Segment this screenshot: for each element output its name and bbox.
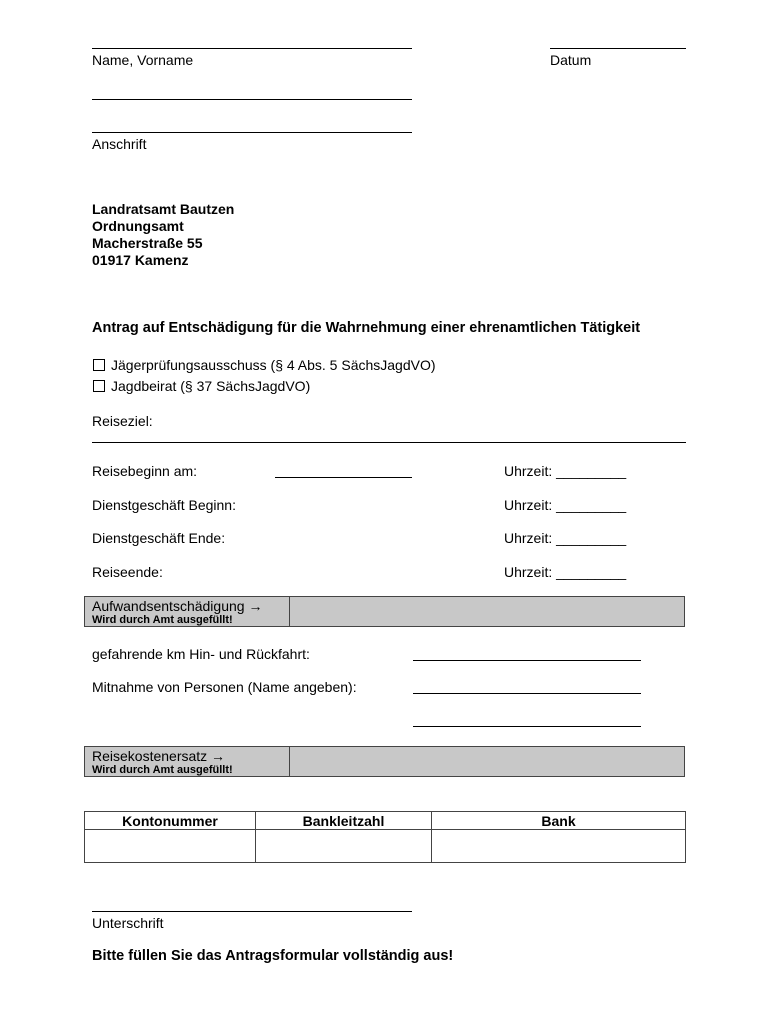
dienstgeschaeft-ende-time[interactable]: Uhrzeit: _________ [504, 530, 627, 546]
address-label: Anschrift [92, 136, 147, 152]
form-title: Antrag auf Entschädigung für die Wahrnehmung einer ehrenamtlichen Tätigkeit [92, 320, 641, 336]
recipient-line: Ordnungsamt [92, 218, 184, 234]
checkbox-icon[interactable] [93, 359, 105, 371]
option-jagdbeirat[interactable] [93, 378, 310, 394]
signature-label: Unterschrift [92, 915, 164, 931]
reisekosten-value-cell [290, 747, 684, 776]
bankleitzahl-header: Bankleitzahl [256, 812, 432, 830]
reisekosten-label: Reisekostenersatz → [92, 748, 226, 764]
bankleitzahl-field[interactable] [256, 830, 432, 863]
bank-header: Bank [432, 812, 686, 830]
aufwand-value-cell [290, 597, 684, 626]
address-line-2[interactable] [92, 132, 412, 133]
reiseziel-line[interactable] [92, 442, 686, 443]
km-line[interactable] [413, 660, 641, 661]
bank-table-input-row [85, 830, 686, 863]
signature-line[interactable] [92, 911, 412, 912]
checkbox-icon[interactable] [93, 380, 105, 392]
mitnahme-line-1[interactable] [413, 693, 641, 694]
reiseende-label: Reiseende: [92, 564, 163, 580]
reiseziel-label: Reiseziel: [92, 413, 153, 429]
km-label: gefahrende km Hin- und Rückfahrt: [92, 646, 310, 662]
date-label: Datum [550, 52, 592, 68]
option-label: Jagdbeirat (§ 37 SächsJagdVO) [111, 378, 311, 394]
reiseende-time[interactable]: Uhrzeit: _________ [504, 564, 627, 580]
reisebeginn-time[interactable]: Uhrzeit: _________ [504, 463, 627, 479]
date-line[interactable] [550, 48, 686, 49]
option-jaegerpruefung[interactable] [93, 357, 436, 373]
reisebeginn-date-line[interactable] [275, 477, 412, 478]
mitnahme-label: Mitnahme von Personen (Name angeben): [92, 679, 357, 695]
dienstgeschaeft-beginn-time[interactable]: Uhrzeit: _________ [504, 497, 627, 513]
aufwand-label-cell [85, 597, 290, 626]
reisekosten-note: Wird durch Amt ausgefüllt! [92, 764, 233, 776]
recipient-line: 01917 Kamenz [92, 252, 189, 268]
address-line-1[interactable] [92, 99, 412, 100]
kontonummer-field[interactable] [85, 830, 256, 863]
dienstgeschaeft-beginn-label: Dienstgeschäft Beginn: [92, 497, 236, 513]
bank-table-header-row [85, 812, 686, 830]
option-label: Jägerprüfungsausschuss (§ 4 Abs. 5 SächsJagdVO) [111, 357, 436, 373]
reisebeginn-label: Reisebeginn am: [92, 463, 198, 479]
aufwand-box [84, 596, 685, 627]
bank-table [84, 811, 686, 863]
aufwand-label: Aufwandsentschädigung → [92, 598, 263, 614]
kontonummer-header: Kontonummer [85, 812, 256, 830]
mitnahme-line-2[interactable] [413, 726, 641, 727]
aufwand-note: Wird durch Amt ausgefüllt! [92, 614, 233, 626]
bank-field[interactable] [432, 830, 686, 863]
name-label: Name, Vorname [92, 52, 194, 68]
recipient-address [92, 201, 234, 269]
reisekosten-label-cell [85, 747, 290, 776]
dienstgeschaeft-ende-label: Dienstgeschäft Ende: [92, 530, 226, 546]
recipient-line: Macherstraße 55 [92, 235, 203, 251]
recipient-line: Landratsamt Bautzen [92, 201, 235, 217]
footer-note: Bitte füllen Sie das Antragsformular vollständig aus! [92, 948, 454, 964]
reisekosten-box [84, 746, 685, 777]
name-line[interactable] [92, 48, 412, 49]
